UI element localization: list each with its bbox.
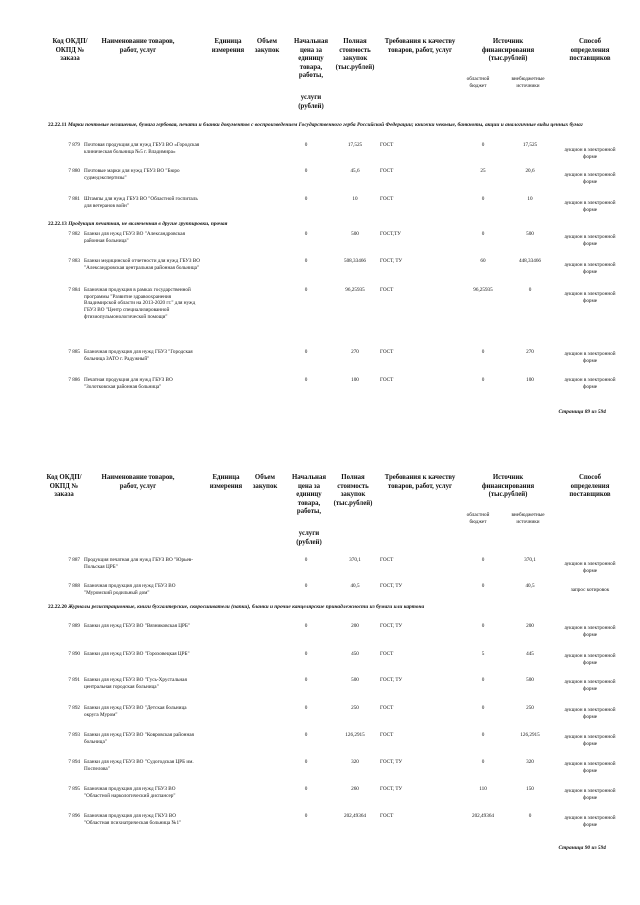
cell-unit-price: 0	[304, 651, 308, 657]
cell-name: Бланки для нужд ГБУЗ ВО "Ковровская районная больница"	[84, 732, 194, 745]
cell-regional: 0	[481, 583, 485, 589]
cell-name: Бланки для нужд ГБУЗ ВО "Александровская районная больница"	[84, 231, 185, 244]
cell-regional: 96,25935	[473, 287, 493, 293]
cell-requirements: ГОСТ, ТУ	[380, 677, 403, 683]
cell-order-code: 7 891	[68, 677, 80, 683]
cell-requirements: ГОСТ	[380, 651, 394, 657]
cell-method: аукцион в электронной форме	[564, 234, 616, 247]
cell-requirements: ГОСТ, ТУ	[380, 759, 403, 765]
cell-external: 270	[526, 349, 534, 355]
cell-unit-price: 0	[304, 786, 308, 792]
cell-order-code: 7 884	[68, 287, 80, 293]
cell-order-code: 7 890	[68, 651, 80, 657]
cell-requirements: ГОСТ,ТУ	[380, 231, 401, 237]
cell-order-code: 7 883	[68, 258, 80, 264]
cell-method: аукцион в электронной форме	[564, 172, 616, 185]
header-source-external: внебюджетные источники	[511, 76, 545, 89]
page-footer: Страница 90 из 594	[558, 845, 606, 851]
cell-external: 320	[526, 759, 534, 765]
cell-requirements: ГОСТ	[380, 377, 394, 383]
cell-total: 202,49364	[343, 813, 367, 819]
cell-total: 508,33466	[343, 258, 367, 264]
section-heading	[48, 122, 608, 129]
cell-unit-price: 0	[304, 142, 308, 148]
cell-method: аукцион в электронной форме	[564, 625, 616, 638]
cell-order-code: 7 885	[68, 349, 80, 355]
cell-method: аукцион в электронной форме	[564, 147, 616, 160]
header-name: Наименование товаров, работ, услуг	[101, 474, 175, 490]
cell-requirements: ГОСТ	[380, 705, 394, 711]
cell-total: 10	[352, 196, 358, 202]
cell-total: 200	[351, 623, 359, 629]
header-name: Наименование товаров, работ, услуг	[101, 38, 175, 54]
cell-external: 40,5	[525, 583, 535, 589]
cell-name: Почтовые марки для нужд ГБУЗ ВО "Бюро судмедэкспертизы"	[84, 168, 180, 181]
cell-total: 370,1	[349, 557, 361, 563]
cell-order-code: 7 893	[68, 732, 80, 738]
cell-regional: 0	[481, 623, 485, 629]
cell-method: аукцион в электронной форме	[564, 815, 616, 828]
cell-name: Бланки для нужд ГБУЗ ВО "Судогодская ЦРБ им. Поспелова"	[84, 759, 194, 772]
cell-external: 17,525	[522, 142, 538, 148]
header-volume: Объем закупок	[254, 38, 280, 54]
section-title: Продукция печатная, не включенная в другие группировки, прочая	[68, 221, 228, 227]
cell-requirements: ГОСТ	[380, 196, 394, 202]
section-heading	[48, 604, 608, 611]
cell-method: аукцион в электронной форме	[564, 734, 616, 747]
cell-regional: 0	[481, 732, 485, 738]
cell-requirements: ГОСТ	[380, 732, 394, 738]
cell-regional: 0	[481, 142, 485, 148]
cell-external: 20,6	[525, 168, 535, 174]
cell-unit-price: 0	[304, 377, 308, 383]
cell-requirements: ГОСТ, ТУ	[380, 583, 403, 589]
cell-method: аукцион в электронной форме	[564, 788, 616, 801]
cell-external: 370,1	[524, 557, 536, 563]
cell-total: 500	[351, 677, 359, 683]
header-unit: Единица измерения	[211, 38, 245, 54]
cell-regional: 0	[481, 349, 485, 355]
cell-external: 500	[526, 677, 534, 683]
cell-method: аукцион в электронной форме	[564, 262, 616, 275]
cell-requirements: ГОСТ, ТУ	[380, 623, 403, 629]
header-requirements: Требования к качеству товаров, работ, услуг	[384, 38, 456, 54]
header-requirements: Требования к качеству товаров, работ, услуг	[384, 474, 456, 490]
cell-name: Печатная продукция для нужд ГБУЗ ВО "Золотковская районная больница"	[84, 377, 173, 390]
cell-total: 260	[351, 786, 359, 792]
cell-name: Бланочная продукция для нужд ГКУЗ ВО "Областная психиатрическая больница №1"	[84, 813, 182, 826]
cell-external: 0	[528, 813, 532, 819]
cell-unit-price: 0	[304, 231, 308, 237]
cell-method: запрос котировок	[570, 587, 610, 593]
cell-order-code: 7 882	[68, 231, 80, 237]
cell-total: 500	[351, 231, 359, 237]
cell-regional: 0	[481, 377, 485, 383]
section-code: 22.22.20	[48, 604, 67, 610]
cell-regional: 60	[480, 258, 486, 264]
cell-name: Бланочная продукция для нужд ГБУЗ ВО "Муромский родильный дом"	[84, 583, 176, 596]
cell-requirements: ГОСТ	[380, 142, 394, 148]
cell-order-code: 7 889	[68, 623, 80, 629]
cell-method: аукцион в электронной форме	[564, 377, 616, 390]
cell-order-code: 7 879	[68, 142, 80, 148]
cell-unit-price: 0	[304, 258, 308, 264]
cell-name: Бланки медицинской отчетности для нужд ГБУЗ ВО "Александровская центральная районная больница"	[84, 258, 201, 271]
header-method: Способ определения поставщиков	[569, 474, 611, 499]
cell-order-code: 7 887	[68, 557, 80, 563]
header-source-regional: областной бюджет	[466, 76, 490, 89]
cell-unit-price: 0	[304, 677, 308, 683]
cell-regional: 0	[481, 557, 485, 563]
cell-total: 40,5	[350, 583, 360, 589]
cell-regional: 202,49364	[471, 813, 495, 819]
cell-method: аукцион в электронной форме	[564, 761, 616, 774]
header-source-external: внебюджетные источники	[511, 512, 545, 525]
cell-external: 0	[528, 287, 532, 293]
cell-order-code: 7 892	[68, 705, 80, 711]
cell-order-code: 7 888	[68, 583, 80, 589]
cell-unit-price: 0	[304, 349, 308, 355]
header-unit-price-extra: услуги (рублей)	[298, 94, 324, 110]
cell-requirements: ГОСТ	[380, 557, 394, 563]
header-total: Полная стоимость закупок (тыс.рублей)	[333, 474, 373, 507]
cell-order-code: 7 896	[68, 813, 80, 819]
header-volume: Объем закупок	[252, 474, 278, 490]
cell-external: 200	[526, 623, 534, 629]
cell-order-code: 7 894	[68, 759, 80, 765]
cell-method: аукцион в электронной форме	[564, 653, 616, 666]
cell-order-code: 7 895	[68, 786, 80, 792]
cell-external: 500	[526, 231, 534, 237]
header-source-regional: областной бюджет	[466, 512, 490, 525]
cell-regional: 0	[481, 231, 485, 237]
cell-total: 100	[351, 377, 359, 383]
header-source: Источник финансирования (тыс.рублей)	[481, 474, 535, 499]
cell-unit-price: 0	[304, 623, 308, 629]
cell-total: 96,25935	[345, 287, 365, 293]
cell-external: 100	[526, 377, 534, 383]
cell-name: Бланки для нужд ГБУЗ ВО "Детская больница округа Муром"	[84, 705, 187, 718]
cell-order-code: 7 886	[68, 377, 80, 383]
header-unit-price-extra: услуги (рублей)	[296, 530, 322, 546]
cell-external: 126,2915	[520, 732, 540, 738]
header-code: Код ОКДП/ ОКПД № заказа	[46, 474, 82, 499]
cell-unit-price: 0	[304, 732, 308, 738]
cell-name: Продукция печатная для нужд ГБУЗ ВО "Юрьев-Польская ЦРБ"	[84, 557, 193, 570]
cell-external: 150	[526, 786, 534, 792]
cell-external: 10	[527, 196, 533, 202]
header-code: Код ОКДП/ ОКПД № заказа	[52, 38, 88, 63]
cell-total: 126,2915	[345, 732, 365, 738]
cell-regional: 0	[481, 759, 485, 765]
header-method: Способ определения поставщиков	[569, 38, 611, 63]
section-title: Марки почтовые негашеные, бумага гербовая, печати и бланки документов с воспроизведением Государственного герба Российской Федерации; книжки чековые, банкноты, акции и аналогичные виды ценных бумаг	[67, 122, 583, 128]
section-title: Журналы регистрационные, книги бухгалтерские, скоросшиватели (папки), бланки и прочие канцелярские принадлежности из бумаги или картона	[68, 604, 425, 610]
header-unit: Единица измерения	[209, 474, 243, 490]
cell-unit-price: 0	[304, 287, 308, 293]
header-total: Полная стоимость закупок (тыс.рублей)	[335, 38, 375, 71]
cell-regional: 0	[481, 196, 485, 202]
cell-name: Бланки для нужд ГБУЗ ВО "Гороховецкая ЦРБ"	[84, 651, 190, 657]
cell-method: аукцион в электронной форме	[564, 561, 616, 574]
cell-method: аукцион в электронной форме	[564, 291, 616, 304]
cell-method: аукцион в электронной форме	[564, 707, 616, 720]
header-unit-price: Начальная цена за единицу товара, работы,	[291, 474, 327, 516]
cell-name: Бланочная продукция в рамках государственной программы "Развитие здравоохранения Владимирской области на 2013-2020 гг." для нужд ГБУЗ ВО "Центр специализированной фтизиопульмонологической помощи"	[84, 287, 196, 320]
cell-external: 448,33466	[518, 258, 542, 264]
cell-total: 250	[351, 705, 359, 711]
cell-external: 445	[526, 651, 534, 657]
cell-regional: 25	[480, 168, 486, 174]
cell-unit-price: 0	[304, 705, 308, 711]
cell-regional: 0	[481, 705, 485, 711]
cell-name: Бланки для нужд ГБУЗ ВО "Гусь-Хрустальная центральная городская больница"	[84, 677, 187, 690]
cell-requirements: ГОСТ	[380, 168, 394, 174]
page-footer: Страница 89 из 594	[558, 409, 606, 415]
cell-regional: 110	[479, 786, 487, 792]
cell-total: 270	[351, 349, 359, 355]
cell-method: аукцион в электронной форме	[564, 351, 616, 364]
cell-unit-price: 0	[304, 813, 308, 819]
cell-unit-price: 0	[304, 583, 308, 589]
header-source: Источник финансирования (тыс.рублей)	[481, 38, 535, 63]
cell-total: 17,525	[347, 142, 363, 148]
cell-unit-price: 0	[304, 168, 308, 174]
cell-regional: 5	[481, 651, 485, 657]
cell-unit-price: 0	[304, 557, 308, 563]
cell-total: 45,6	[350, 168, 360, 174]
section-code: 22.22.11	[48, 122, 67, 128]
cell-total: 320	[351, 759, 359, 765]
header-unit-price: Начальная цена за единицу товара, работы,	[293, 38, 329, 80]
cell-order-code: 7 880	[68, 168, 80, 174]
section-heading	[48, 221, 608, 228]
cell-total: 450	[351, 651, 359, 657]
cell-requirements: ГОСТ, ТУ	[380, 258, 403, 264]
cell-name: Почтовая продукция для нужд ГБУЗ ВО «Городская клиническая больница №5 г. Владимира»	[84, 142, 200, 155]
section-code: 22.22.13	[48, 221, 67, 227]
cell-requirements: ГОСТ	[380, 813, 394, 819]
cell-unit-price: 0	[304, 196, 308, 202]
cell-name: Штампы для нужд ГБУЗ ВО "Областной госпиталь для ветеранов войн"	[84, 196, 198, 209]
cell-name: Бланки для нужд ГБУЗ ВО "Вязниковская ЦРБ"	[84, 623, 190, 629]
cell-external: 250	[526, 705, 534, 711]
cell-order-code: 7 881	[68, 196, 80, 202]
cell-regional: 0	[481, 677, 485, 683]
cell-requirements: ГОСТ, ТУ	[380, 786, 403, 792]
cell-name: Бланочная продукция для нужд ГБУЗ ВО "Областной наркологический диспансер"	[84, 786, 176, 799]
cell-requirements: ГОСТ	[380, 287, 394, 293]
cell-unit-price: 0	[304, 759, 308, 765]
cell-method: аукцион в электронной форме	[564, 679, 616, 692]
cell-method: аукцион в электронной форме	[564, 200, 616, 213]
cell-name: Бланочная продукция для нужд ГБУЗ "Городская больница ЗАТО г. Радужный"	[84, 349, 193, 362]
cell-requirements: ГОСТ	[380, 349, 394, 355]
